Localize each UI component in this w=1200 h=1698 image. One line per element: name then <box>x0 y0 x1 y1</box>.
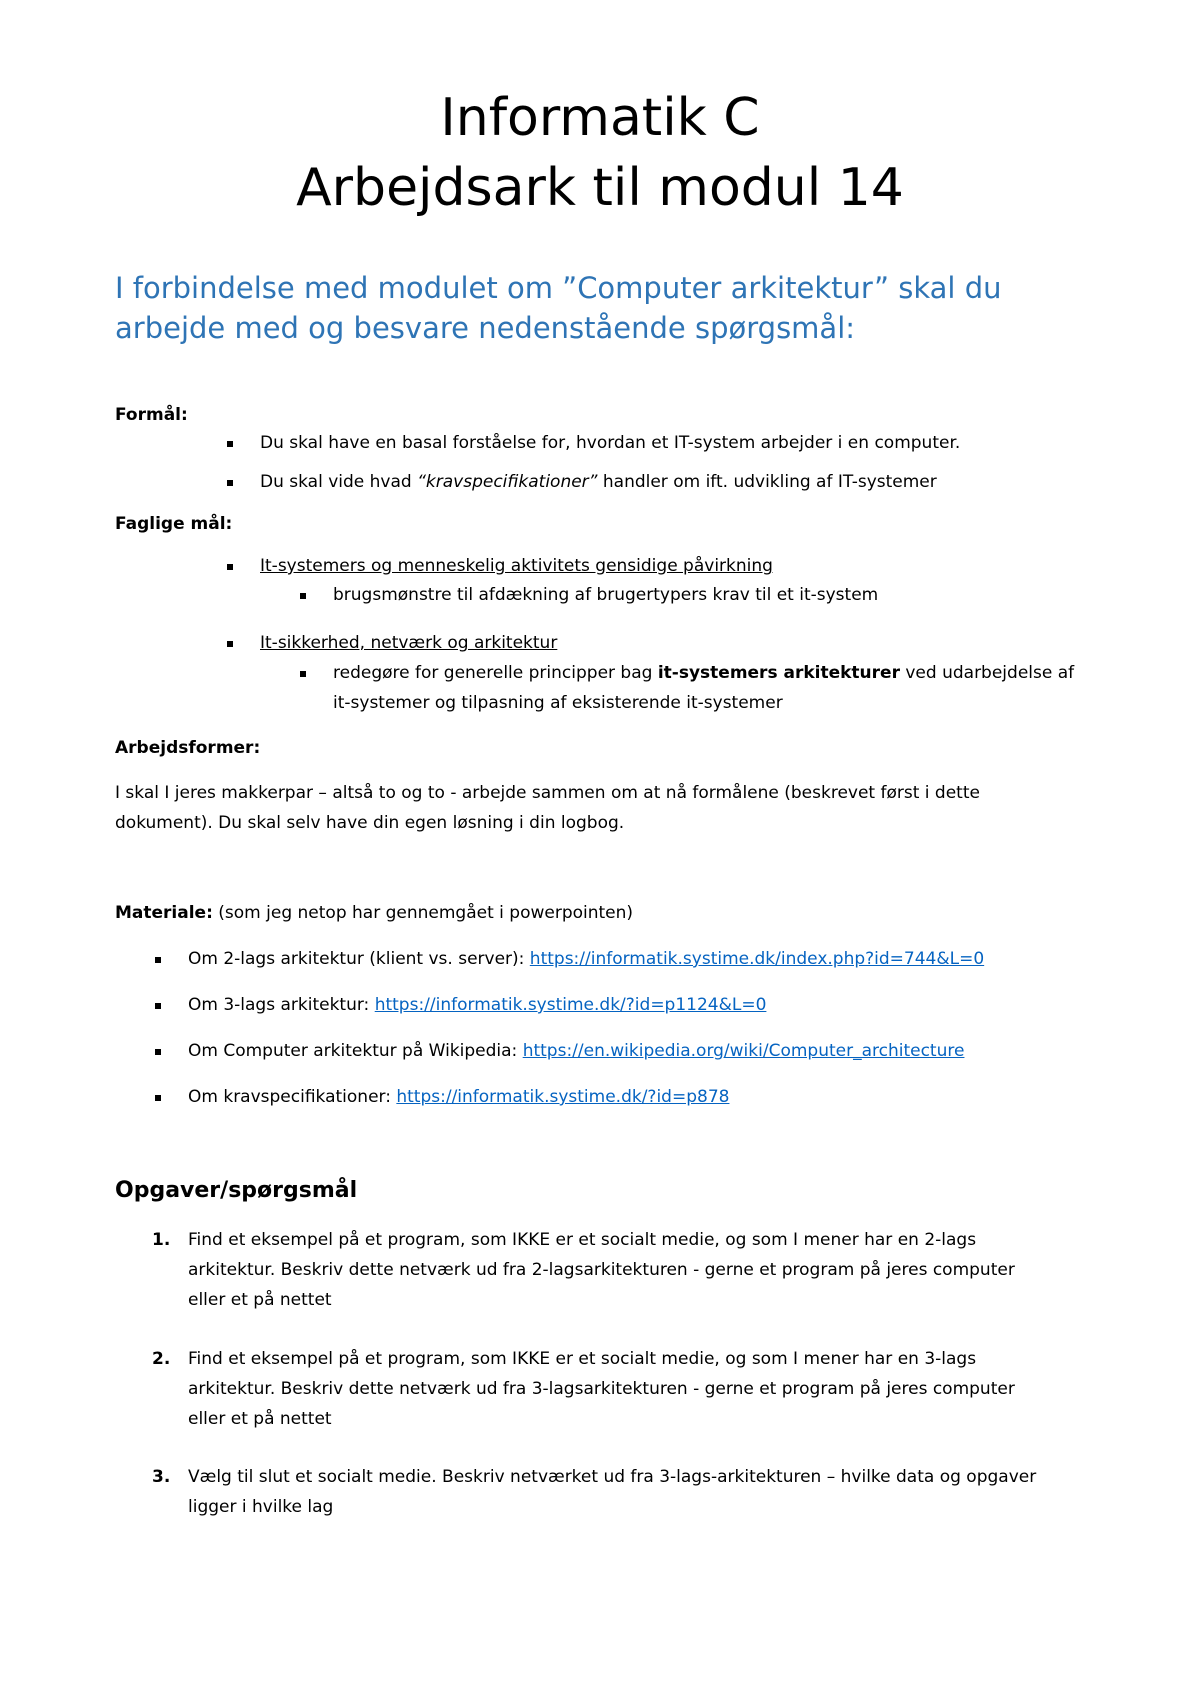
materiale-item-3: Om Computer arkitektur på Wikipedia: https://en.wikipedia.org/wiki/Computer_architecture <box>188 1041 965 1061</box>
arbejdsformer-line-1: I skal I jeres makkerpar – altså to og to - arbejde sammen om at nå formålene (beskrevet først i dette <box>115 783 980 803</box>
document-subtitle: Arbejdsark til modul 14 <box>296 158 904 218</box>
link-wikipedia[interactable]: https://en.wikipedia.org/wiki/Computer_architecture <box>522 1041 965 1061</box>
bullet-icon <box>155 1049 161 1055</box>
bullet-icon <box>300 671 306 677</box>
bullet-icon <box>155 1095 161 1101</box>
opgaver-heading: Opgaver/spørgsmål <box>115 1178 358 1203</box>
materiale-heading: Materiale: <box>115 903 213 923</box>
bullet-icon <box>227 641 233 647</box>
bullet-icon <box>155 1003 161 1009</box>
opgave-3-number: 3. <box>152 1467 171 1487</box>
link-3-lags[interactable]: https://informatik.systime.dk/?id=p1124&L=0 <box>374 995 767 1015</box>
document-title: Informatik C <box>440 88 760 148</box>
faglige-group-2-sub-line2: it-systemer og tilpasning af eksisterende it-systemer <box>333 693 783 713</box>
bullet-icon <box>227 564 233 570</box>
link-kravspecifikationer[interactable]: https://informatik.systime.dk/?id=p878 <box>396 1087 730 1107</box>
bullet-icon <box>300 593 306 599</box>
opgave-2-line-3: eller et på nettet <box>188 1409 332 1429</box>
faglige-group-1-sub: brugsmønstre til afdækning af brugertypers krav til et it-system <box>333 585 879 605</box>
faglige-group-2-title: It-sikkerhed, netværk og arkitektur <box>260 633 558 653</box>
intro-heading: I forbindelse med modulet om ”Computer arkitektur” skal du arbejde med og besvare nedenstående spørgsmål: <box>115 271 1002 345</box>
faglige-group-1-title: It-systemers og menneskelig aktivitets gensidige påvirkning <box>260 556 773 576</box>
bullet-icon <box>227 480 233 486</box>
opgave-1-line-2: arkitektur. Beskriv dette netværk ud fra 2-lagsarkitekturen - gerne et program på jeres computer <box>188 1260 1015 1280</box>
opgave-3-line-1: Vælg til slut et socialt medie. Beskriv netværket ud fra 3-lags-arkitekturen – hvilke data og opgaver <box>188 1467 1037 1487</box>
opgave-2-line-2: arkitektur. Beskriv dette netværk ud fra 3-lagsarkitekturen - gerne et program på jeres computer <box>188 1379 1015 1399</box>
faglige-heading: Faglige mål: <box>115 514 233 534</box>
opgave-1-line-1: Find et eksempel på et program, som IKKE er et socialt medie, og som I mener har en 2-lags <box>188 1230 977 1250</box>
bullet-icon <box>155 957 161 963</box>
materiale-heading-line: Materiale: (som jeg netop har gennemgået i powerpointen) <box>115 903 634 923</box>
formaal-item-2: Du skal vide hvad “kravspecifikationer” handler om ift. udvikling af IT-systemer <box>260 472 937 492</box>
arbejdsformer-line-2: dokument). Du skal selv have din egen løsning i din logbog. <box>115 813 625 833</box>
opgave-2-line-1: Find et eksempel på et program, som IKKE er et socialt medie, og som I mener har en 3-lags <box>188 1349 977 1369</box>
materiale-item-1: Om 2-lags arkitektur (klient vs. server): https://informatik.systime.dk/index.php?id=744&L=0 <box>188 949 985 969</box>
formaal-item-1: Du skal have en basal forståelse for, hvordan et IT-system arbejder i en computer. <box>260 433 961 453</box>
faglige-group-2-sub-line1: redegøre for generelle principper bag it-systemers arkitekturer ved udarbejdelse af <box>333 663 1075 683</box>
materiale-item-2: Om 3-lags arkitektur: https://informatik.systime.dk/?id=p1124&L=0 <box>188 995 767 1015</box>
opgave-1-line-3: eller et på nettet <box>188 1290 332 1310</box>
link-2-lags[interactable]: https://informatik.systime.dk/index.php?id=744&L=0 <box>529 949 985 969</box>
materiale-item-4: Om kravspecifikationer: https://informatik.systime.dk/?id=p878 <box>188 1087 730 1107</box>
kravspecifikationer-term: “kravspecifikationer” <box>417 472 598 492</box>
opgave-3-line-2: ligger i hvilke lag <box>188 1497 334 1517</box>
arbejdsformer-heading: Arbejdsformer: <box>115 738 261 758</box>
bullet-icon <box>227 441 233 447</box>
opgave-2-number: 2. <box>152 1349 171 1369</box>
formaal-heading: Formål: <box>115 405 188 425</box>
opgave-1-number: 1. <box>152 1230 171 1250</box>
